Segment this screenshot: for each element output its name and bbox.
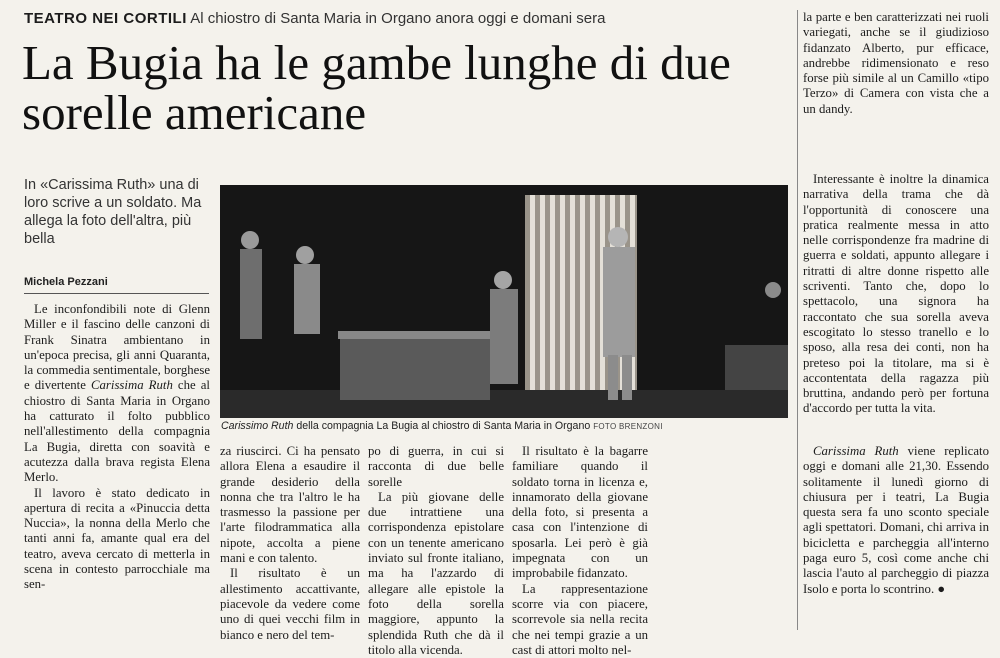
- article-byline: Michela Pezzani: [24, 276, 108, 288]
- title-italic: Carissima Ruth: [90, 378, 173, 393]
- paragraph: Interessante è inoltre la dinamica narrativa della trama che dà l'opportunità di conoscere una pratica realmente messa in atto nelle corrispondenze fra madrine di guerra e soldati, appunto allegare i ritratti di altre donne rispetto alle scriventi. Tanto che, dopo lo spettacolo, una signora ha raccontato che sua sorella aveva escogitato lo stesso tranello e lo sposo, alla resa dei conti, non ha preteso poi la titolare, ma si è accontentata della ragazza più bruttina, andando però per fortuna d'accordo per tutta la vita.: [803, 172, 989, 416]
- paragraph: Il risultato è un allestimento accattivante, piacevole da vedere come uno di quei vecchi film in bianco e nero del tem-: [220, 566, 360, 642]
- paragraph: Il lavoro è stato dedicato in apertura di recita a «Pinuccia detta Nuccia», la nonna della Merlo che tanti anni fa, amante qual era del teatro, aveva cercato di metterla in scena in contesto parrocchiale ma sen-: [24, 485, 210, 592]
- kicker-text: Al chiostro di Santa Maria in Organo anora oggi e domani sera: [190, 10, 606, 27]
- stage-photo: [220, 185, 788, 418]
- article-column-6-top: [803, 10, 989, 168]
- paragraph: [24, 302, 210, 486]
- section-kicker: [24, 10, 605, 27]
- text-run: che al chiostro di Santa Maria in Organo ha catturato il folto pubblico nell'allestimento della compagnia La Bugia, diretta con soavità e acutezza dalla brava regista Elena Merlo.: [24, 378, 210, 485]
- caption-text: della compagnia La Bugia al chiostro di Santa Maria in Organo: [296, 420, 591, 432]
- article-column-6-middle: [803, 172, 989, 442]
- article-subhead: In «Carissima Ruth» una di loro scrive a un soldato. Ma allega la foto dell'altra, più bella: [24, 177, 202, 247]
- stage-photo-image: [220, 185, 788, 418]
- article-column-6-end: [803, 444, 989, 634]
- text-run: Le inconfondibili note di Glenn Miller e il fascino delle canzoni di Frank Sinatra ambientano in un'epoca precisa, gli anni Quaranta, la commedia sentimentale, borghese e divertente: [24, 302, 210, 393]
- kicker-label: TEATRO NEI CORTILI: [24, 10, 187, 27]
- caption-title: Carissimo Ruth: [221, 420, 294, 432]
- byline-divider: [24, 293, 209, 294]
- paragraph: la parte e ben caratterizzati nei ruoli variegati, anche se il giudizioso fidanzato Alberto, pur efficace, andrebbe ridimensionato e reso forse più simile al un Camillo «tipo Terzo» di Camera con vista che a un dandy.: [803, 10, 989, 116]
- article-column-2: [220, 444, 360, 642]
- article-headline: La Bugia ha le gambe lunghe di due sorelle americane: [22, 35, 731, 140]
- article-column-3: [368, 444, 504, 657]
- paragraph: La rappresentazione scorre via con piacere, scorrevole sia nella recita che nei tempi grazie a un cast di attori molto nel-: [512, 581, 648, 657]
- paragraph: Il risultato è la bagarre familiare quando il soldato torna in licenza e, innamorato della giovane della foto, si presenta a casa con l'intenzione di sposarla. Lei però è già impegnata con un improbabile fidanzato.: [512, 444, 648, 581]
- photo-caption: [221, 420, 663, 432]
- title-italic: Carissima Ruth: [813, 444, 899, 458]
- article-column-4: [512, 444, 648, 657]
- paragraph: La più giovane delle due intrattiene una corrispondenza epistolare con un tenente americano inviato sul fronte italiano, ma ha l'azzardo di allegare alle epistole la foto della sorella maggiore, appunto la splendida Ruth che dà il titolo alla vicenda.: [368, 489, 504, 657]
- paragraph: [803, 444, 989, 597]
- text-run: viene replicato oggi e domani alle 21,30. Essendo solitamente il lunedì giorno di chiusura per i teatri, La Bugia questa sera fa uno sconto speciale agli spettatori. Domani, chi arriva in bicicletta e parcheggia all'interno paga euro 5, così come anche chi lascia l'auto al parcheggio di piazza Isolo e porta lo scontrino. ●: [803, 444, 989, 596]
- column-divider: [797, 10, 798, 630]
- photo-credit: FOTO BRENZONI: [593, 422, 663, 431]
- paragraph: po di guerra, in cui si racconta di due belle sorelle: [368, 444, 504, 489]
- paragraph: za riuscirci. Ci ha pensato allora Elena a esaudire il grande desiderio della nonna che tra l'altro le ha trasmesso la passione per l'arte filodrammatica alla nipote, accolta a piene mani e con talento.: [220, 444, 360, 566]
- article-column-1: [24, 302, 210, 634]
